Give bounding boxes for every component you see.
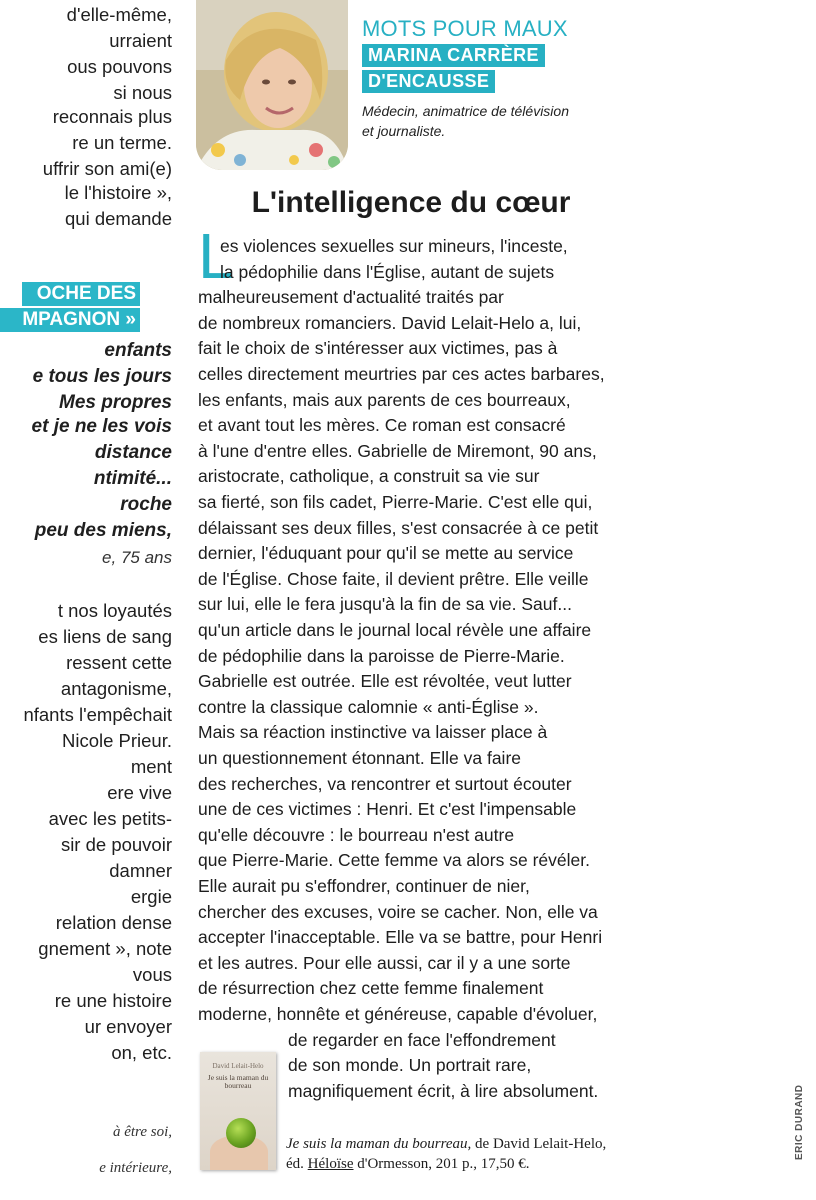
left-column-line: ur envoyer (84, 1016, 172, 1037)
article-line: malheureusement d'actualité traités par (198, 287, 504, 308)
left-column-line: relation dense (55, 912, 172, 933)
left-column-line: e, 75 ans (102, 548, 172, 567)
left-column-line: on, etc. (111, 1042, 172, 1063)
left-column-line: gnement », note (38, 938, 172, 959)
article-line: sur lui, elle le fera jusqu'à la fin de sa vie. Sauf... (198, 594, 572, 615)
article-line: fait le choix de s'intéresser aux victimes, pas à (198, 338, 558, 359)
left-column-line: re une histoire (54, 990, 172, 1011)
article-line: les enfants, mais aux parents de ces bourreaux, (198, 389, 571, 410)
left-column-line: vous (132, 964, 172, 985)
left-column-line: sir de pouvoir (60, 834, 172, 855)
book-cover-title: Je suis la maman du bourreau (207, 1073, 269, 1090)
book-reference-author: de David Lelait-Helo, (471, 1136, 607, 1152)
left-column-line: qui demande (65, 208, 172, 229)
article-line: à l'une d'entre elles. Gabrielle de Miremont, 90 ans, (198, 440, 597, 461)
book-reference-details: d'Ormesson, 201 p., 17,50 €. (353, 1156, 530, 1172)
article-line: sa fierté, son fils cadet, Pierre-Marie. C'est elle qui, (198, 492, 593, 512)
left-column-line: e tous les jours (32, 366, 172, 387)
article-line: de l'Église. Chose faite, il devient prêtre. Elle veille (198, 568, 589, 589)
left-column-line: Mes propres (59, 392, 172, 413)
article-line: des recherches, va rencontrer et surtout écouter (198, 773, 572, 794)
left-column-line: roche (120, 494, 172, 515)
left-column-line: enfants (104, 340, 172, 361)
left-column-tag: OCHE DES (22, 282, 140, 306)
left-column-line: damner (109, 860, 172, 881)
left-column-line: peu des miens, (34, 520, 172, 541)
photo-credit: ERIC DURAND (794, 1084, 805, 1160)
left-column-line: e intérieure, (99, 1160, 172, 1176)
article-line: de résurrection chez cette femme finalement (198, 978, 544, 999)
article-line: es violences sexuelles sur mineurs, l'inceste, (220, 236, 568, 256)
left-column-line: antagonisme, (60, 678, 172, 699)
left-column-line: ntimité... (93, 468, 172, 489)
article-line: Mais sa réaction instinctive va laisser place à (198, 722, 548, 743)
left-column-line: d'elle-même, (66, 4, 172, 25)
article-line: chercher des excuses, voire se cacher. Non, elle va (198, 901, 598, 922)
author-name-line1: MARINA CARRÈRE (362, 44, 545, 67)
article-line: de nombreux romanciers. David Lelait-Helo a, lui, (198, 312, 582, 333)
left-column-line: ressent cette (66, 652, 172, 673)
book-reference-title: Je suis la maman du bourreau, (286, 1136, 472, 1152)
left-column-line: t nos loyautés (57, 600, 172, 621)
article-line: moderne, honnête et généreuse, capable d'évoluer, (198, 1004, 598, 1024)
left-column-line: avec les petits- (48, 808, 172, 829)
book-reference-publisher: Héloïse (307, 1156, 354, 1172)
book-reference (286, 1134, 606, 1174)
article-line: et les autres. Pour elle aussi, car il y a une sorte (198, 952, 571, 973)
article-line: Gabrielle est outrée. Elle est révoltée, veut lutter (198, 671, 572, 692)
article-line: accepter l'inacceptable. Elle va se battre, pour Henri (198, 927, 603, 948)
author-description-line2: et journaliste. (362, 123, 446, 139)
left-column-line: ment (130, 756, 172, 777)
book-cover-author: David Lelait-Helo (212, 1062, 264, 1070)
article-line: de son monde. Un portrait rare, (288, 1055, 532, 1076)
left-column-line: re un terme. (72, 132, 172, 153)
article-line: aristocrate, catholique, a construit sa vie sur (198, 466, 540, 487)
left-column (0, 0, 172, 1200)
article-line: dernier, l'éduquant pour qu'il se mette au service (198, 543, 574, 564)
portrait-illustration (196, 0, 348, 170)
article-line: celles directement meurtries par ces actes barbares, (198, 364, 605, 384)
left-column-line: à être soi, (112, 1124, 172, 1140)
rubric-title: MOTS POUR MAUX (362, 16, 568, 41)
apple-illustration (226, 1118, 256, 1148)
left-column-line: es liens de sang (38, 626, 172, 647)
article-line: que Pierre-Marie. Cette femme va alors se révéler. (198, 850, 590, 871)
left-column-line: ous pouvons (67, 56, 172, 77)
author-name-line2: D'ENCAUSSE (362, 70, 495, 93)
left-column-line: nfants l'empêchait (23, 704, 172, 725)
article-line: une de ces victimes : Henri. Et c'est l'impensable (198, 799, 577, 820)
book-reference-line2 (286, 1154, 606, 1174)
left-column-line: et je ne les vois (31, 416, 172, 437)
book-cover (200, 1052, 276, 1170)
article-line: un questionnement étonnant. Elle va faire (198, 748, 521, 768)
left-column-line: ergie (130, 886, 172, 907)
left-column-line: distance (94, 442, 172, 463)
article-line: de regarder en face l'effondrement (288, 1029, 556, 1050)
article-line: la pédophilie dans l'Église, autant de sujets (220, 261, 555, 282)
left-column-line: urraient (109, 30, 172, 51)
article-line: magnifiquement écrit, à lire absolument. (288, 1080, 599, 1101)
article-dropcap: L (198, 220, 234, 292)
left-column-line: si nous (113, 82, 172, 103)
left-column-line: ere vive (107, 782, 172, 803)
article-line: qu'elle découvre : le bourreau n'est autre (198, 824, 515, 845)
article-line: qu'un article dans le journal local révèle une affaire (198, 620, 592, 640)
article-headline: L'intelligence du cœur (251, 186, 571, 219)
article-line: délaissant ses deux filles, s'est consacrée à ce petit (198, 517, 599, 538)
author-description-line1: Médecin, animatrice de télévision (362, 103, 569, 119)
article-line: Elle aurait pu s'effondrer, continuer de nier, (198, 876, 530, 896)
article-line: et avant tout les mères. Ce roman est consacré (198, 415, 566, 436)
article-line: contre la classique calomnie « anti-Église ». (198, 696, 539, 717)
left-column-line: Nicole Prieur. (61, 730, 172, 751)
left-column-line: le l'histoire », (64, 182, 172, 203)
left-column-tag: MPAGNON » (0, 308, 140, 332)
left-column-line: reconnais plus (52, 106, 172, 127)
author-portrait (196, 0, 348, 170)
book-reference-ed: éd. (286, 1156, 308, 1172)
book-reference-line1 (286, 1134, 606, 1154)
left-column-line: uffrir son ami(e) (42, 158, 172, 179)
author-description (362, 101, 592, 141)
article-line: de pédophilie dans la paroisse de Pierre-Marie. (198, 645, 565, 666)
